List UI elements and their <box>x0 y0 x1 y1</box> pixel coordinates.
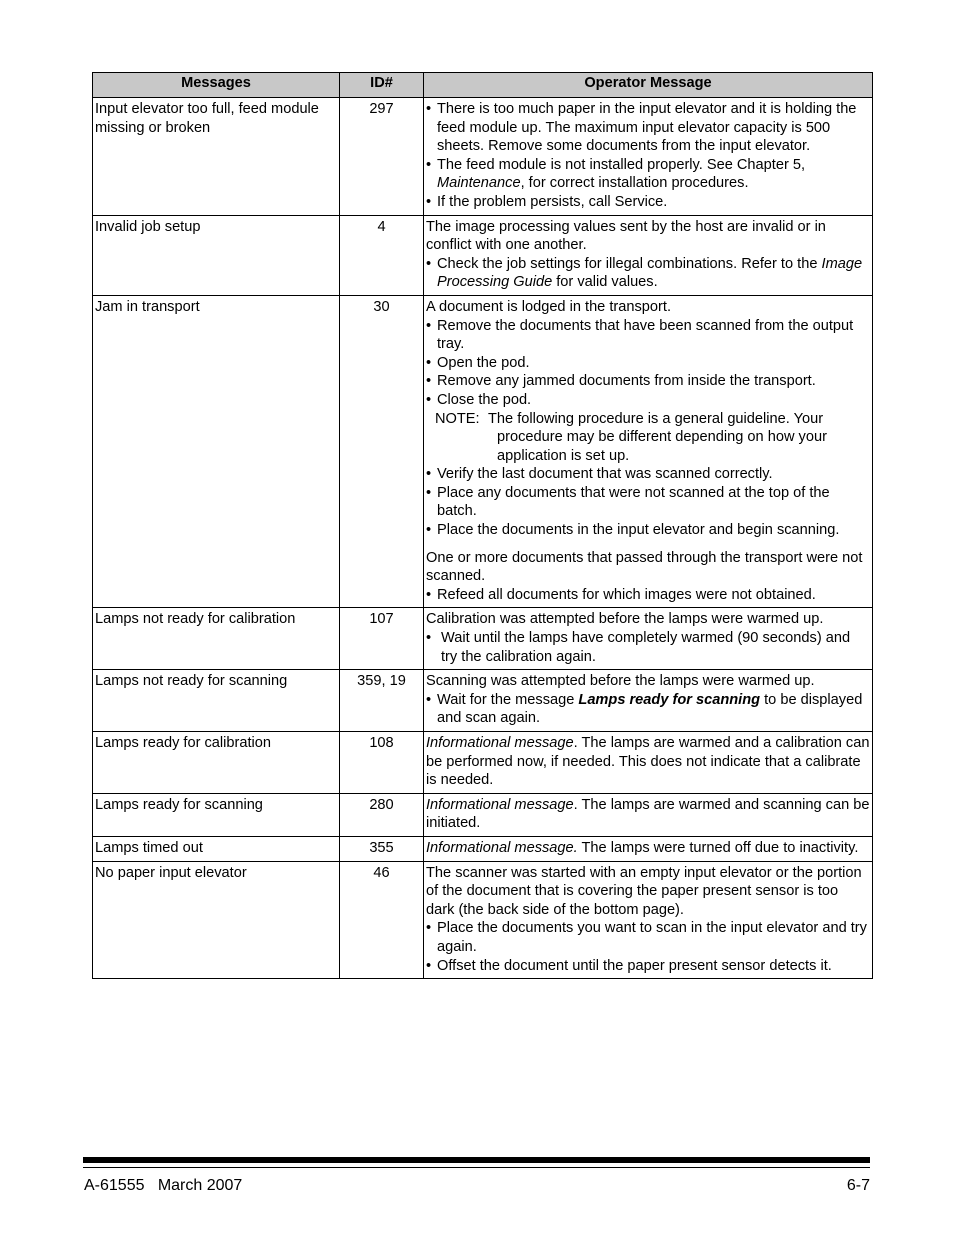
paragraph: The image processing values sent by the host are invalid or in conflict with one another. <box>426 218 826 254</box>
operator-message-cell <box>424 793 873 836</box>
table-row <box>93 608 873 670</box>
id-cell: 30 <box>340 295 424 608</box>
id-cell: 297 <box>340 98 424 216</box>
bullet-item: • Refeed all documents for which images were not obtained. <box>426 586 870 605</box>
table-row <box>93 861 873 979</box>
message-cell: Invalid job setup <box>93 215 340 295</box>
bullet-item: • Offset the document until the paper present sensor detects it. <box>426 957 870 976</box>
id-cell: 46 <box>340 861 424 979</box>
paragraph: The scanner was started with an empty input elevator or the portion of the document that is covering the paper present sensor is too dark (the back side of the bottom page). <box>426 864 862 918</box>
footer-document-id: A-61555 March 2007 <box>84 1177 243 1194</box>
header-id: ID# <box>340 73 424 98</box>
table-row <box>93 836 873 861</box>
bullet-item: • Place the documents in the input elevator and begin scanning. <box>426 521 870 540</box>
bullet-item: • Close the pod. <box>426 391 870 410</box>
table-row <box>93 732 873 794</box>
message-cell: Lamps ready for calibration <box>93 732 340 794</box>
paragraph: One or more documents that passed through the transport were not scanned. <box>426 549 863 585</box>
operator-message-cell <box>424 861 873 979</box>
operator-message-cell <box>424 98 873 216</box>
bullet-item: • Check the job settings for illegal combinations. Refer to the Image Processing Guide for valid values. <box>426 255 870 292</box>
bullet-item: • There is too much paper in the input elevator and it is holding the feed module up. The maximum input elevator capacity is 500 sheets. Remove some documents from the input elevator. <box>426 100 870 156</box>
bullet-item: • The feed module is not installed properly. See Chapter 5, Maintenance, for correct installation procedures. <box>426 156 870 193</box>
id-cell: 359, 19 <box>340 670 424 732</box>
table-row <box>93 793 873 836</box>
error-message-table <box>92 72 873 979</box>
bullet-item: • Verify the last document that was scanned correctly. <box>426 465 870 484</box>
header-messages: Messages <box>93 73 340 98</box>
paragraph: Informational message. The lamps are warmed and scanning can be initiated. <box>426 796 870 832</box>
message-cell: Lamps timed out <box>93 836 340 861</box>
table-row <box>93 670 873 732</box>
operator-message-cell <box>424 836 873 861</box>
operator-message-cell <box>424 608 873 670</box>
bullet-item: • Remove the documents that have been scanned from the output tray. <box>426 317 870 354</box>
footer-rule-thin <box>83 1167 870 1168</box>
message-cell: No paper input elevator <box>93 861 340 979</box>
id-cell: 108 <box>340 732 424 794</box>
bullet-item: • If the problem persists, call Service. <box>426 193 870 212</box>
footer-rule-thick <box>83 1157 870 1163</box>
paragraph: Informational message. The lamps were turned off due to inactivity. <box>426 839 859 856</box>
id-cell: 280 <box>340 793 424 836</box>
note <box>435 410 870 466</box>
table-header-row <box>93 73 873 98</box>
message-cell: Jam in transport <box>93 295 340 608</box>
id-cell: 355 <box>340 836 424 861</box>
footer-page-number: 6-7 <box>846 1177 870 1194</box>
bullet-item: • Wait until the lamps have completely warmed (90 seconds) and try the calibration again. <box>426 629 870 666</box>
header-operator-message: Operator Message <box>424 73 873 98</box>
bullet-item: • Remove any jammed documents from inside the transport. <box>426 372 870 391</box>
operator-message-cell <box>424 670 873 732</box>
bullet-item: • Open the pod. <box>426 354 870 373</box>
paragraph: Informational message. The lamps are warmed and a calibration can be performed now, if needed. This does not indicate that a calibrate is needed. <box>426 735 870 789</box>
note-label: NOTE: <box>435 410 480 427</box>
message-cell: Input elevator too full, feed module missing or broken <box>93 98 340 216</box>
id-cell: 107 <box>340 608 424 670</box>
bullet-item: • Place the documents you want to scan in the input elevator and try again. <box>426 919 870 956</box>
id-cell: 4 <box>340 215 424 295</box>
message-cell: Lamps not ready for scanning <box>93 670 340 732</box>
paragraph: Scanning was attempted before the lamps were warmed up. <box>426 673 815 690</box>
operator-message-cell <box>424 295 873 608</box>
operator-message-cell <box>424 732 873 794</box>
note-text: The following procedure is a general guideline. Your procedure may be different depending on how your application is set up. <box>488 410 827 464</box>
paragraph: Calibration was attempted before the lamps were warmed up. <box>426 611 824 628</box>
table-row <box>93 215 873 295</box>
message-cell: Lamps not ready for calibration <box>93 608 340 670</box>
table-row <box>93 295 873 608</box>
paragraph: A document is lodged in the transport. <box>426 298 672 315</box>
table-row <box>93 98 873 216</box>
message-cell: Lamps ready for scanning <box>93 793 340 836</box>
operator-message-cell <box>424 215 873 295</box>
bullet-item: • Place any documents that were not scanned at the top of the batch. <box>426 484 870 521</box>
bullet-item: • Wait for the message Lamps ready for scanning to be displayed and scan again. <box>426 691 870 728</box>
